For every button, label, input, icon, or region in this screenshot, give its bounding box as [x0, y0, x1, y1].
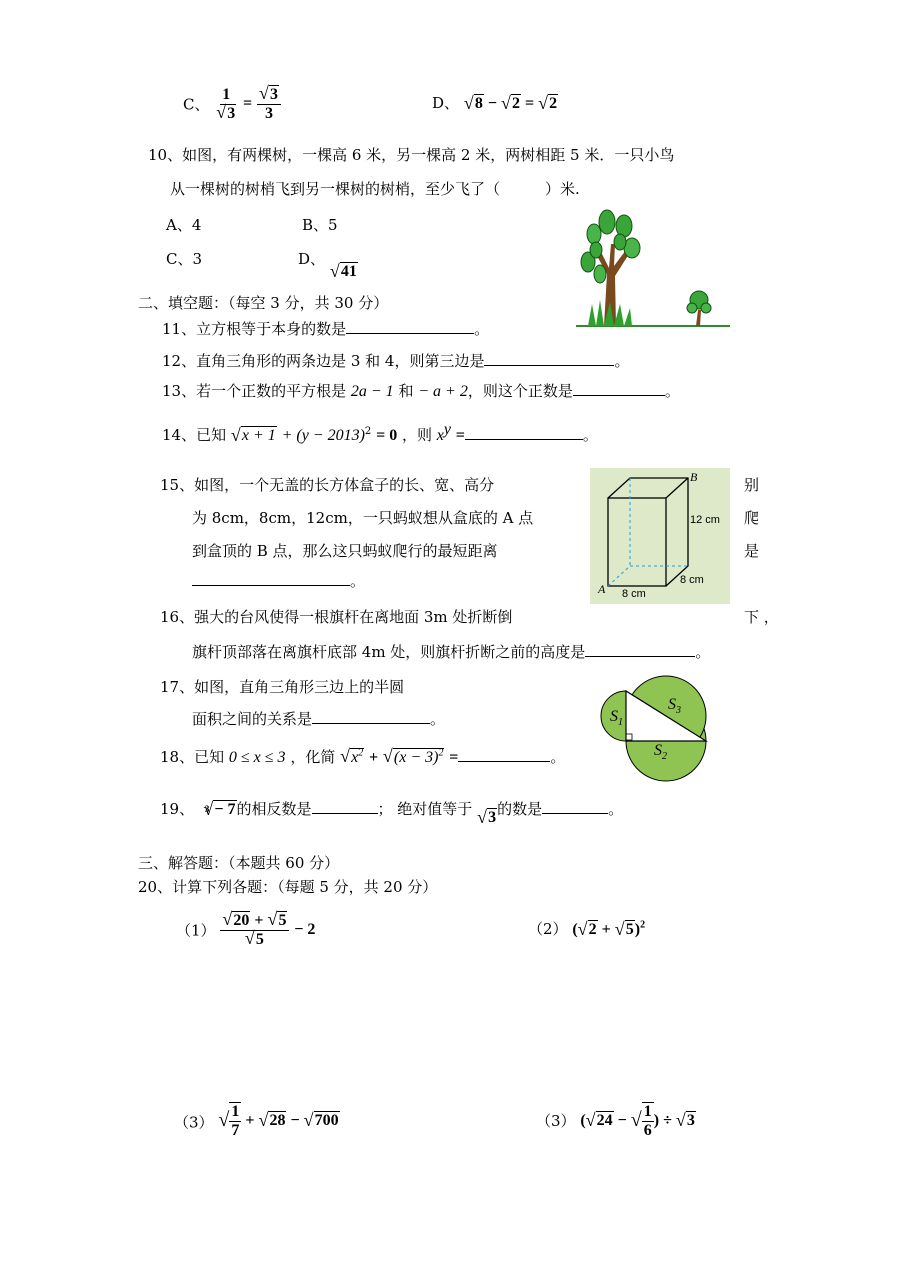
- answer-blank: [585, 642, 695, 657]
- label-s: S: [668, 696, 676, 713]
- expression: − 2: [294, 921, 316, 939]
- q15-line-1: 15、如图，一个无盖的长方体盒子的长、宽、高分: [160, 476, 495, 494]
- question-text: ，化简: [290, 748, 336, 766]
- q19: [160, 798, 624, 826]
- minus-sign: −: [617, 1111, 627, 1129]
- period: 。: [550, 748, 566, 766]
- subscript: 2: [662, 751, 667, 763]
- radicand: x + 1: [241, 427, 276, 444]
- paren: ): [634, 921, 641, 938]
- variable: x: [436, 427, 444, 444]
- fraction-denominator: 6: [643, 1121, 652, 1139]
- radicand: 5: [625, 921, 634, 938]
- answer-blank-1: [312, 799, 378, 814]
- question-text: 的相反数是: [236, 800, 312, 818]
- radicand: 3: [227, 104, 236, 122]
- option-label: D、: [432, 94, 460, 112]
- q20-title: 20、计算下列各题：（每题 5 分，共 20 分）: [138, 878, 438, 896]
- fraction-denominator: 3: [264, 104, 273, 122]
- option-label: C、: [183, 95, 210, 114]
- answer-blank: [192, 571, 350, 586]
- answer-blank: [484, 351, 614, 366]
- condition: 0 ≤ x ≤ 3: [228, 749, 286, 766]
- part-label: （3）: [174, 1113, 214, 1132]
- q14: [162, 421, 598, 445]
- root-index: 3: [204, 803, 210, 814]
- period: 。: [614, 352, 630, 370]
- answer-blank: [312, 709, 430, 724]
- box-figure: [590, 468, 730, 604]
- label-s1: [610, 708, 623, 728]
- subscript: 1: [618, 717, 623, 729]
- q12: [162, 350, 630, 371]
- radicand: − 7: [214, 801, 236, 818]
- radicand: x: [351, 749, 359, 766]
- equals-sign: =: [455, 427, 465, 444]
- q9-option-d: [432, 92, 558, 113]
- q15-line-3: 到盒顶的 B 点，那么这只蚂蚁爬行的最短距离: [192, 542, 498, 560]
- part-label: （2）: [528, 920, 568, 938]
- radicand: 2: [549, 95, 558, 112]
- question-text: 13、若一个正数的平方根是: [162, 382, 347, 400]
- paren: ): [653, 1111, 660, 1129]
- q10-line-1: 10、如图，有两棵树，一棵高 6 米，另一棵高 2 米，两树相距 5 米．一只小鸟: [148, 146, 675, 164]
- width-label: 8 cm: [680, 574, 704, 586]
- question-text: 18、已知: [160, 748, 225, 766]
- answer-blank: [346, 319, 474, 334]
- q20-part-1: [176, 912, 315, 948]
- q10-option-c: C、3: [166, 250, 203, 268]
- question-text: 14、已知: [162, 426, 227, 444]
- radicand: 2: [588, 921, 597, 938]
- period: 。: [350, 572, 366, 590]
- exponent: 2: [358, 747, 364, 759]
- radicand: 8: [474, 95, 483, 112]
- expression: − a + 2: [418, 383, 468, 400]
- semicircles-figure: [598, 668, 710, 782]
- q20-part-2: [528, 918, 645, 939]
- q10-option-b: B、5: [302, 216, 338, 234]
- q10-option-a: A、4: [166, 216, 202, 234]
- q15-line-2: 为 8cm，8cm，12cm，一只蚂蚁想从盒底的 A 点: [192, 509, 534, 527]
- length-label: 8 cm: [622, 588, 646, 600]
- question-text: ，则: [401, 426, 432, 444]
- question-text: 面积之间的关系是: [192, 710, 313, 728]
- answer-blank-2: [542, 799, 608, 814]
- equals-sign: =: [524, 95, 535, 112]
- period: 。: [430, 710, 446, 728]
- answer-blank: [458, 747, 550, 762]
- radicand: 3: [488, 809, 497, 826]
- radicand: 3: [686, 1111, 695, 1129]
- question-text: 旗杆顶部落在离旗杆底部 4m 处，则旗杆折断之前的高度是: [192, 643, 586, 661]
- part-label: （1）: [176, 921, 216, 940]
- question-text: ； 绝对值等于: [377, 800, 473, 818]
- period: 。: [664, 382, 680, 400]
- radicand: 28: [269, 1111, 286, 1129]
- exponent: 2: [438, 747, 444, 759]
- expression: + (y − 2013): [281, 427, 365, 444]
- radicand: (x − 3): [393, 749, 439, 766]
- q15-line-2-tail: 爬: [744, 509, 760, 527]
- q13: [162, 380, 680, 401]
- q17-line-1: 17、如图，直角三角形三边上的半圆: [160, 678, 405, 696]
- period: 。: [474, 320, 490, 338]
- question-number: 19、: [160, 800, 195, 818]
- question-text: 和: [398, 382, 414, 400]
- question-text: 11、立方根等于本身的数是: [162, 320, 347, 338]
- tall-tree: [581, 210, 640, 326]
- question-text: ，则这个正数是: [467, 382, 573, 400]
- period: 。: [608, 800, 624, 818]
- radicand: 5: [255, 930, 264, 948]
- q16-line-1-tail: 下 ，: [744, 608, 779, 626]
- two-trees-figure: [574, 204, 734, 332]
- divide-sign: ÷: [663, 1111, 672, 1129]
- q15-line-3-tail: 是: [744, 542, 760, 560]
- minus-sign: −: [290, 1111, 300, 1129]
- label-s: S: [654, 742, 662, 759]
- q10-line-2: 从一棵树的树梢飞到另一棵树的树梢，至少飞了（ ）米.: [170, 180, 580, 198]
- period: 。: [582, 426, 598, 444]
- expression: 2a − 1: [350, 383, 394, 400]
- cuboid-drawing: [590, 468, 730, 604]
- radicand: 700: [314, 1111, 339, 1129]
- answer-blank: [465, 425, 583, 440]
- option-label: D、: [298, 250, 326, 268]
- equals-sign: =: [243, 95, 253, 113]
- fraction-denominator: 7: [231, 1121, 240, 1139]
- vertex-label-b: B: [690, 470, 698, 484]
- plus-sign: +: [245, 1111, 255, 1129]
- fraction-numerator: 1: [231, 1103, 240, 1120]
- exponent: y: [443, 421, 451, 438]
- plus-sign: +: [369, 749, 379, 766]
- q11: [162, 318, 489, 339]
- section-3-heading: 三、解答题：（本题共 60 分）: [138, 854, 340, 872]
- subscript: 3: [676, 705, 681, 717]
- paren: (: [580, 1111, 586, 1129]
- q15-line-1-tail: 别: [744, 476, 760, 494]
- paren: (: [572, 921, 578, 938]
- exponent: 2: [640, 919, 646, 931]
- radicand: 24: [596, 1111, 613, 1129]
- q16-line-1: 16、强大的台风使得一根旗杆在离地面 3m 处折断倒: [160, 608, 513, 626]
- radicand: 20: [233, 912, 250, 929]
- minus-sign: −: [487, 95, 497, 112]
- equals-sign: =: [449, 749, 459, 766]
- radicand: 5: [278, 912, 287, 929]
- q15-answer: [192, 570, 365, 591]
- q10-option-d: [298, 248, 358, 280]
- label-s3: [668, 696, 681, 716]
- part-label: （3）: [536, 1112, 576, 1131]
- q20-part-3: （3） √ $\frac{1}{7}$ + √ 28 − √ 700: [174, 1102, 340, 1139]
- exponent: 2: [364, 426, 372, 437]
- expression: = 0: [376, 427, 398, 444]
- q9-option-c: [183, 86, 281, 122]
- plus-sign: +: [254, 912, 264, 929]
- fraction-numerator: 1: [222, 86, 231, 103]
- question-text: 的数是: [497, 800, 543, 818]
- q20-part-4: （3） ( √ 24 − √ $\frac{1}{6}$ ) ÷ √ 3: [536, 1102, 696, 1139]
- q18: [160, 746, 565, 767]
- q17-line-2: [192, 708, 445, 729]
- question-text: 12、直角三角形的两条边是 3 和 4，则第三边是: [162, 352, 485, 370]
- label-s: S: [610, 708, 618, 725]
- q16-line-2: [192, 641, 710, 662]
- fraction-numerator: 1: [643, 1103, 652, 1120]
- period: 。: [695, 643, 711, 661]
- label-s2: [654, 742, 667, 762]
- short-tree: [687, 291, 711, 326]
- section-2-heading: 二、填空题：（每空 3 分，共 30 分）: [138, 294, 389, 312]
- vertex-label-a: A: [598, 582, 606, 596]
- radicand: 2: [511, 95, 520, 112]
- height-label: 12 cm: [690, 514, 720, 526]
- radicand: 3: [269, 86, 278, 103]
- plus-sign: +: [601, 921, 611, 938]
- answer-blank: [573, 381, 665, 396]
- radicand: 41: [340, 263, 357, 280]
